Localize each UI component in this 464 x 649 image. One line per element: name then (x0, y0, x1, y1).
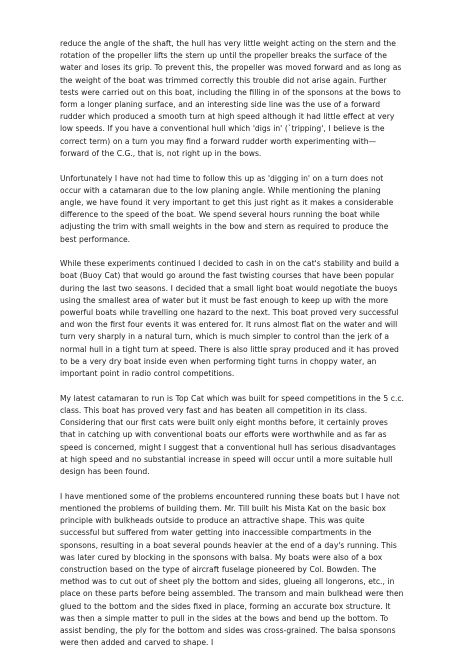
paragraph-1: reduce the angle of the shaft, the hull has very little weight acting on the stern and the rotation of the propeller lifts the stern up until the propeller breaks the surface of the water and loses its grip. To prevent this, the propeller was moved forward and as long as the weight of the boat was trimmed correctly this trouble did not arise again. Further tests were carried out on this boat, including the filling in of the sponsons at the bows to form a longer planing surface, and an interesting side line was the use of a forward rudder which produced a smooth turn at high speed although it had little effect at very low speeds. If you have a conventional hull which 'digs in' (`tripping', I believe is the correct term) on a turn you may find a forward rudder worth experimenting with—forward of the C.G., that is, not right up in the bows. (60, 39, 402, 158)
paragraph-3: While these experiments continued I decided to cash in on the cat's stability and build a boat (Buoy Cat) that would go around the fast twisting courses that have been popular during the last two seasons. I decided that a small light boat would negotiate the buoys using the smallest area of water but it must be fast enough to keep up with the more powerful boats while travelling one hazard to the next. This boat proved very successful and won the first four events it was entered for. It runs almost flat on the water and will turn very sharply in a natural turn, which is much simpler to control than the jerk of a normal hull in a tight turn at speed. There is also little spray produced and it has proved to be a very dry boat inside even when performing tight turns in choppy water, an important point in radio control competitions. (60, 259, 399, 379)
paragraph-2: Unfortunately I have not had time to follow this up as 'digging in' on a turn does not occur with a catamaran due to the low planing angle. While mentioning the planing angle, we have found it very important to get this just right as it makes a considerable difference to the speed of the boat. We spend several hours running the boat while adjusting the trim with small weights in the bow and stern as required to produce the best performance. (60, 173, 394, 244)
paragraph-4: My latest catamaran to run is Top Cat which was built for speed competitions in the 5 c.c. class. This boat has proved very fast and has beaten all competition in its class. Considering that our first cats were built only eight months before, it certainly proves that in catching up with conventional boats our efforts were worthwhile and as far as speed is concerned, might I suggest that a conventional hull has serious disadvantages at high speed and no substantial increase in speed will occur until a more suitable hull design has been found. (60, 393, 404, 476)
paragraph-5: I have mentioned some of the problems encountered running these boats but I have not mentioned the problems of building them. Mr. Till built his Mista Kat on the basic box principle with bulkheads outside to produce an attractive shape. This was quite successful but suffered from water getting into inaccessible compartments in the sponsons, resulting in a boat several pounds heavier at the end of a day's running. This was later cured by blocking in the sponsons with balsa. My boats were also of a box construction based on the type of aircraft fuselage pioneered by Col. Bowden. The method was to cut out of sheet ply the bottom and sides, glueing all longerons, etc., in place on these parts before being assembled. The transom and main bulkhead were then glued to the bottom and the sides fixed in place, forming an accurate box structure. It was then a simple matter to pull in the sides at the bows and bend up the bottom. To assist bending, the ply for the bottom and sides was cross-grained. The balsa sponsons were then added and carved to shape. I (60, 491, 404, 648)
